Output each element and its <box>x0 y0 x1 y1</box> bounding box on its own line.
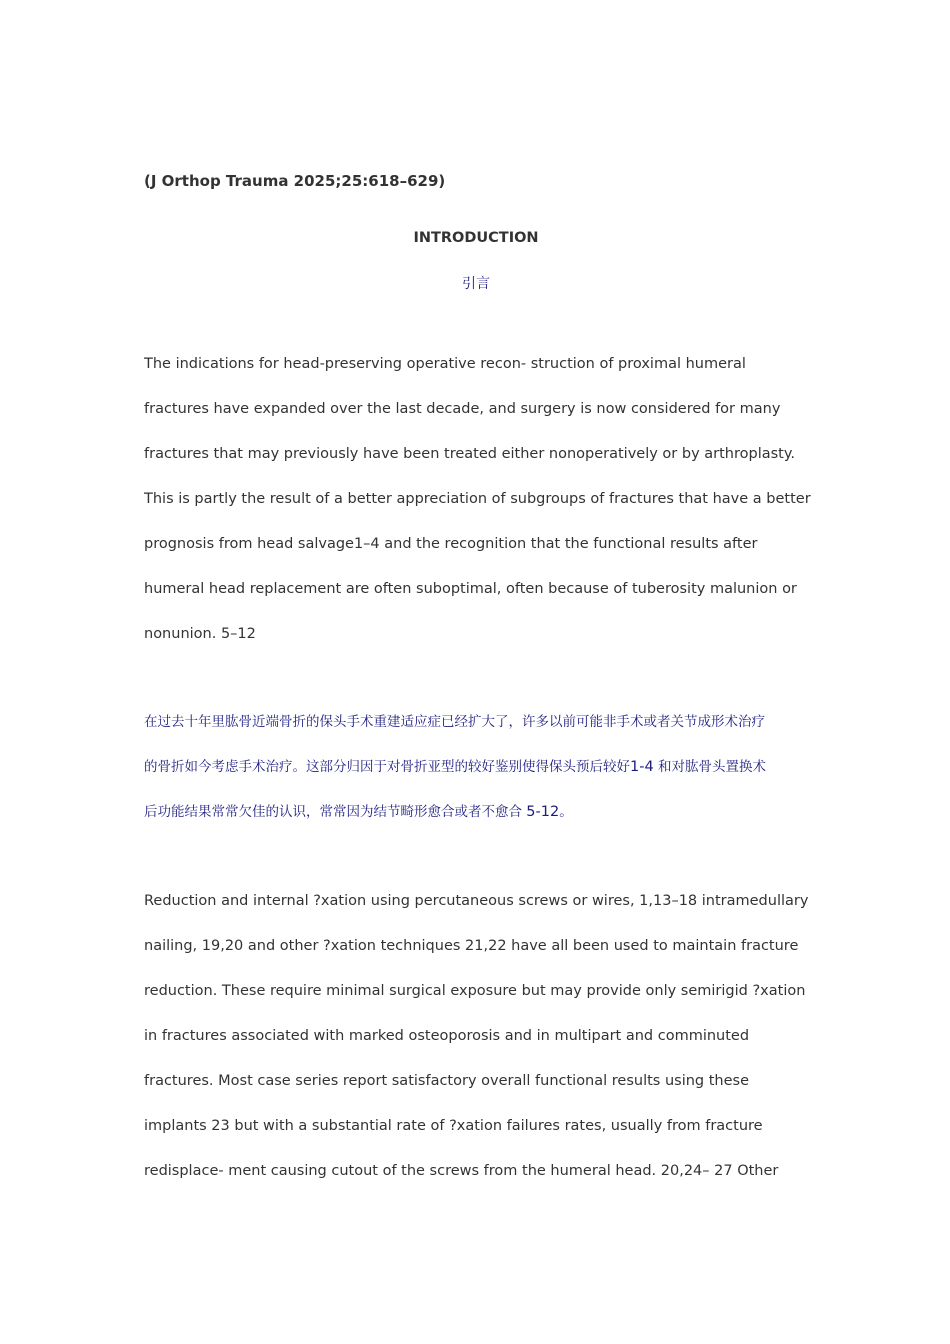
paragraph-line: fractures. Most case series report satisfactory overall functional results using these <box>144 1073 750 1089</box>
journal-citation: (J Orthop Trauma 2025;25:618–629) <box>144 172 446 190</box>
paragraph-line: reduction. These require minimal surgical exposure but may provide only semirigid ?xation <box>144 983 806 999</box>
text-segment: 后功能结果常常欠佳的认识，常常因为结节畸形愈合或者不愈合 <box>144 804 522 820</box>
paragraph-line: nonunion. 5–12 <box>144 626 256 642</box>
paragraph-line: nailing, 19,20 and other ?xation techniques 21,22 have all been used to maintain fracture <box>144 938 799 954</box>
paragraph-line <box>144 745 808 790</box>
paragraph-line: Reduction and internal ?xation using percutaneous screws or wires, 1,13–18 intramedullary <box>144 893 809 909</box>
reference-number: 1-4 <box>630 759 654 775</box>
paragraph-english-1 <box>144 342 811 657</box>
text-segment: 。 <box>559 804 573 820</box>
text-segment: 的骨折如今考虑手术治疗。这部分归因于对骨折亚型的较好鉴别使得保头预后较好 <box>144 759 630 775</box>
paragraph-chinese-translation <box>144 700 808 835</box>
paragraph-english-2 <box>144 879 808 1194</box>
paragraph-line: fractures have expanded over the last decade, and surgery is now considered for many <box>144 401 781 417</box>
paragraph-line: The indications for head-preserving operative recon- struction of proximal humeral <box>144 356 746 372</box>
paragraph-line: implants 23 but with a substantial rate of ?xation failures rates, usually from fracture <box>144 1118 763 1134</box>
paragraph-line: humeral head replacement are often suboptimal, often because of tuberosity malunion or <box>144 581 797 597</box>
paragraph-line: fractures that may previously have been treated either nonoperatively or by arthroplasty. <box>144 446 795 462</box>
paragraph-line: This is partly the result of a better appreciation of subgroups of fractures that have a better <box>144 491 811 507</box>
paragraph-line: redisplace- ment causing cutout of the screws from the humeral head. 20,24– 27 Other <box>144 1163 779 1179</box>
paragraph-line: 在过去十年里肱骨近端骨折的保头手术重建适应症已经扩大了，许多以前可能非手术或者关节成形术治疗 <box>144 714 765 730</box>
document-page <box>144 0 811 1344</box>
paragraph-line <box>144 790 808 835</box>
text-segment: 和对肱骨头置换术 <box>657 759 766 775</box>
section-heading-chinese: 引言 <box>462 276 490 292</box>
reference-number: 5-12 <box>526 804 560 820</box>
section-heading-english: INTRODUCTION <box>413 230 539 246</box>
paragraph-line: in fractures associated with marked osteoporosis and in multipart and comminuted <box>144 1028 750 1044</box>
paragraph-line: prognosis from head salvage1–4 and the recognition that the functional results after <box>144 536 758 552</box>
